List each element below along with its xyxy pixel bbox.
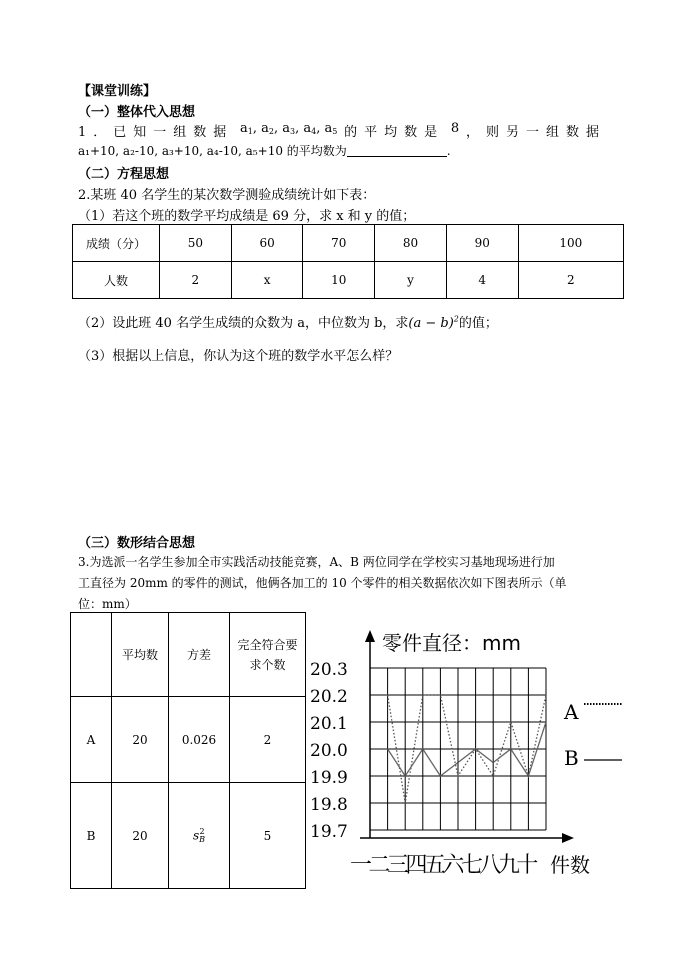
data-point-a — [422, 694, 424, 696]
data-point-a — [440, 694, 442, 696]
count-cell: x — [231, 262, 303, 299]
stats-header-count: 完全符合要求个数 — [230, 613, 306, 697]
data-point-a — [387, 694, 389, 696]
legend-label-a: A — [564, 700, 579, 724]
score-cell: 70 — [303, 225, 375, 262]
x-tick-label: 十 — [516, 853, 539, 878]
data-point-a — [404, 802, 406, 804]
y-tick-label: 19.8 — [310, 795, 348, 815]
q1-var-5: $a_5$ — [324, 121, 338, 136]
y-tick-label: 20.2 — [310, 687, 348, 707]
x-axis-arrow — [562, 833, 574, 843]
count-row — [73, 262, 624, 299]
stats-variance-a: 0.026 — [169, 697, 230, 783]
data-point-a — [545, 694, 547, 696]
q1-vars: $a_1$, $a_2$, $a_3$, $a_4$, $a_5$ — [240, 121, 338, 136]
data-point-b — [457, 762, 459, 764]
data-point-b — [510, 748, 512, 750]
q1-var-2: $a_2$ — [261, 121, 275, 136]
stats-mean-a: 20 — [112, 697, 169, 783]
y-axis-arrow — [365, 630, 375, 642]
q1-line1 — [78, 121, 606, 140]
y-tick-label: 20.0 — [310, 741, 348, 761]
count-cell: 2 — [518, 262, 623, 299]
y-tick-label: 20.1 — [310, 714, 348, 734]
data-point-a — [510, 721, 512, 723]
stats-label-a: A — [71, 697, 112, 783]
x-tick-label: 五 — [423, 853, 446, 878]
score-row — [73, 225, 624, 262]
stats-row-b — [71, 783, 306, 889]
score-cell: 80 — [375, 225, 447, 262]
data-point-a — [457, 775, 459, 777]
data-point-b — [422, 748, 424, 750]
q3-line2: 工直径为 20mm 的零件的测试，他俩各加工的 10 个零件的相关数据依次如下图表所示（单 — [78, 576, 567, 590]
data-point-b — [528, 775, 530, 777]
q2-sub2-post: 的值； — [458, 316, 498, 331]
diameter-chart — [306, 620, 636, 900]
stats-header-variance: 方差 — [169, 613, 230, 697]
stats-label-b: B — [71, 783, 112, 889]
chart-title: 零件直径：mm — [382, 631, 521, 655]
section-title: 【课堂训练】 — [78, 84, 157, 99]
score-cell: 50 — [160, 225, 232, 262]
score-cell: 100 — [518, 225, 623, 262]
q2-sub2-pre: （2）设此班 40 名学生成绩的众数为 a，中位数为 b，求 — [78, 316, 409, 331]
x-tick-label: 六 — [442, 853, 465, 878]
stats-corner — [71, 613, 112, 697]
score-header: 成绩（分） — [73, 225, 160, 262]
stats-table — [70, 612, 306, 889]
data-point-b — [492, 762, 494, 764]
x-tick-label: 四 — [405, 853, 428, 878]
score-cell: 60 — [231, 225, 303, 262]
q3-line1: 3.为选派一名学生参加全市实践活动技能竞赛，A、B 两位同学在学校实习基地现场进行加 — [78, 555, 555, 569]
stats-header-mean: 平均数 — [112, 613, 169, 697]
stats-row-a — [71, 697, 306, 783]
x-tick-label: 一 — [350, 853, 373, 878]
part3-heading: （三）数形结合思想 — [78, 536, 196, 551]
q1-mid: 的平均数是 — [344, 125, 445, 140]
legend-label-b: B — [564, 746, 579, 770]
x-tick-label: 七 — [460, 853, 483, 878]
stats-count-a: 2 — [230, 697, 306, 783]
y-tick-label: 19.7 — [310, 822, 348, 842]
x-axis-label: 件数 — [550, 853, 590, 877]
q2-intro: 2.某班 40 名学生的某次数学测验成绩统计如下表： — [78, 188, 376, 203]
count-cell: 4 — [446, 262, 518, 299]
data-point-b — [475, 748, 477, 750]
stats-variance-b: s 2 B — [169, 783, 230, 889]
q2-sub2 — [78, 312, 498, 331]
count-cell: y — [375, 262, 447, 299]
score-cell: 90 — [446, 225, 518, 262]
q1-line2-text: a₁+10, a₂-10, a₃+10, a₄-10, a₅+10 的平均数为 — [78, 144, 347, 158]
data-point-b — [387, 748, 389, 750]
x-tick-label: 八 — [479, 853, 502, 878]
q1-end: . — [446, 144, 451, 158]
y-tick-label: 19.9 — [310, 768, 348, 788]
q1-var-3: $a_3$ — [282, 121, 296, 136]
x-tick-label: 三 — [386, 853, 409, 878]
q1-mean: 8 — [450, 121, 460, 136]
y-tick-label: 20.3 — [310, 660, 348, 680]
q1-suffix: ，则另一组数据 — [465, 125, 606, 140]
q1-var-4: $a_4$ — [303, 121, 317, 136]
data-point-b — [545, 721, 547, 723]
count-header: 人数 — [73, 262, 160, 299]
q2-sub3: （3）根据以上信息，你认为这个班的数学水平怎么样？ — [78, 349, 399, 364]
q2-sub2-expr: $(a - b)^2$ — [408, 314, 459, 331]
x-tick-label: 九 — [497, 853, 520, 878]
answer-blank[interactable] — [347, 144, 447, 157]
part2-heading: （二）方程思想 — [78, 167, 170, 182]
data-point-b — [404, 775, 406, 777]
stats-header-row — [71, 613, 306, 697]
data-point-b — [440, 775, 442, 777]
q1-prefix: 1．已知一组数据 — [78, 125, 234, 140]
x-tick-label: 二 — [368, 853, 391, 878]
part1-heading: （一）整体代入思想 — [78, 105, 196, 120]
q2-sub1: （1）若这个班的数学平均成绩是 69 分，求 x 和 y 的值； — [78, 209, 416, 224]
q1-line2 — [78, 142, 451, 159]
stats-mean-b: 20 — [112, 783, 169, 889]
q1-var-1: $a_1$ — [240, 121, 253, 136]
stats-count-b: 5 — [230, 783, 306, 889]
score-table — [72, 224, 624, 299]
data-point-a — [492, 775, 494, 777]
count-cell: 2 — [160, 262, 232, 299]
q3-line3: 位：mm） — [78, 597, 137, 611]
count-cell: 10 — [303, 262, 375, 299]
